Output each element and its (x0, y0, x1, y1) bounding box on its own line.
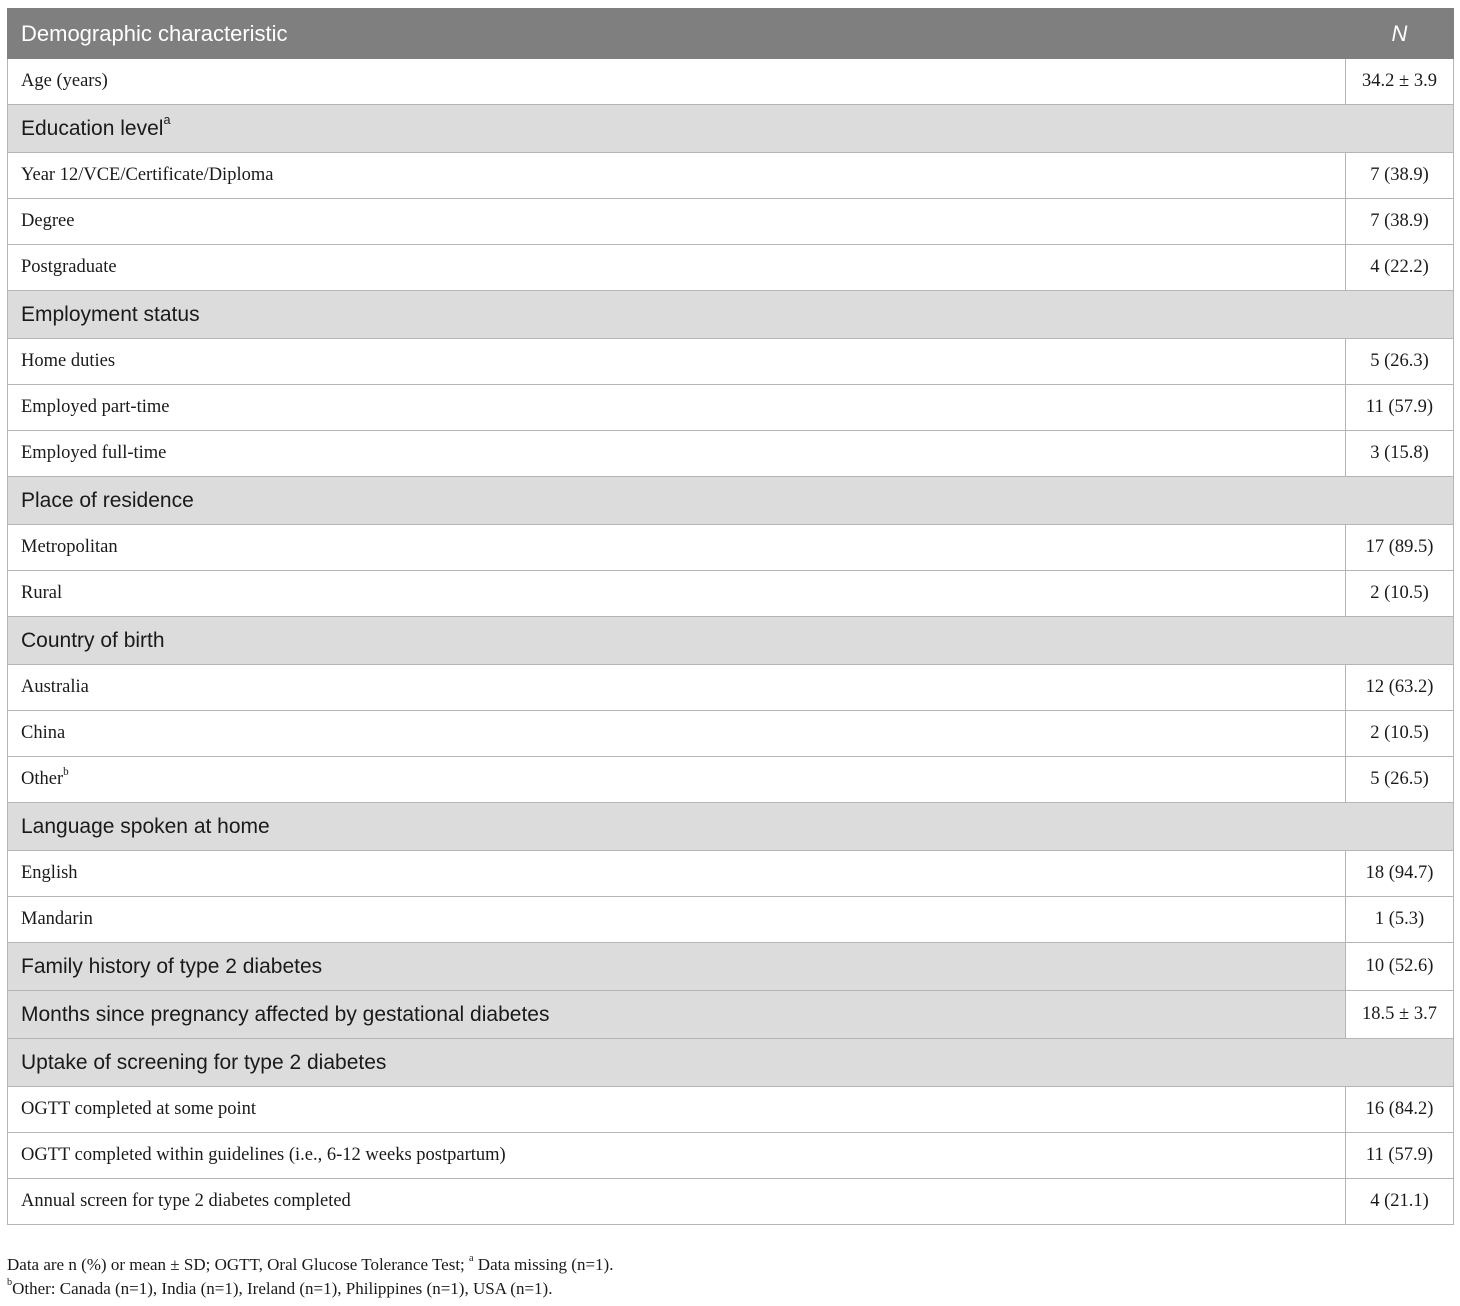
footnote-marker: b (63, 765, 69, 778)
row-value: 18.5 ± 3.7 (1346, 991, 1454, 1039)
row-value: 18 (94.7) (1346, 851, 1454, 897)
header-n: N (1346, 9, 1454, 59)
table-header-row (8, 9, 1454, 59)
table-footnotes (7, 1253, 613, 1301)
row-value: 4 (22.2) (1346, 245, 1454, 291)
row-label (8, 245, 1346, 291)
table-row (8, 665, 1454, 711)
label-text: Rural (21, 583, 63, 603)
label-text: English (21, 863, 78, 883)
row-value: 3 (15.8) (1346, 431, 1454, 477)
table-row (8, 1133, 1454, 1179)
row-label (8, 757, 1346, 803)
table-row (8, 59, 1454, 105)
label-text: Employed part-time (21, 397, 170, 417)
table-row (8, 1087, 1454, 1133)
section-row (8, 943, 1454, 991)
label-text: Metropolitan (21, 537, 118, 557)
section-label (8, 1039, 1454, 1087)
row-value: 1 (5.3) (1346, 897, 1454, 943)
row-label (8, 851, 1346, 897)
table-row (8, 757, 1454, 803)
section-row (8, 617, 1454, 665)
label-text: Postgraduate (21, 257, 117, 277)
table-row (8, 711, 1454, 757)
label-text: OGTT completed at some point (21, 1099, 256, 1119)
label-text: Age (years) (21, 71, 108, 91)
row-value: 16 (84.2) (1346, 1087, 1454, 1133)
table-row (8, 199, 1454, 245)
label-text: Year 12/VCE/Certificate/Diploma (21, 165, 274, 185)
section-row (8, 477, 1454, 525)
footnote-1-tail: Data missing (n=1). (473, 1255, 614, 1274)
table-row (8, 571, 1454, 617)
row-label (8, 339, 1346, 385)
table-row (8, 1179, 1454, 1225)
table-row (8, 153, 1454, 199)
section-label (8, 477, 1454, 525)
row-value: 2 (10.5) (1346, 571, 1454, 617)
row-value: 10 (52.6) (1346, 943, 1454, 991)
row-label (8, 199, 1346, 245)
section-label (8, 803, 1454, 851)
footnote-1 (7, 1253, 613, 1277)
row-label (8, 1133, 1346, 1179)
demographics-table (7, 8, 1454, 1225)
row-value: 11 (57.9) (1346, 1133, 1454, 1179)
row-value: 5 (26.5) (1346, 757, 1454, 803)
section-row (8, 991, 1454, 1039)
section-label (8, 105, 1454, 153)
label-text: Mandarin (21, 909, 93, 929)
row-value: 11 (57.9) (1346, 385, 1454, 431)
table-row (8, 525, 1454, 571)
row-label (8, 897, 1346, 943)
table-body (8, 59, 1454, 1225)
row-value: 7 (38.9) (1346, 153, 1454, 199)
footnote-1-text: Data are n (%) or mean ± SD; OGTT, Oral Glucose Tolerance Test; (7, 1255, 470, 1274)
label-text: Family history of type 2 diabetes (21, 954, 323, 978)
row-value: 4 (21.1) (1346, 1179, 1454, 1225)
row-label (8, 385, 1346, 431)
row-label (8, 59, 1346, 105)
row-label (8, 665, 1346, 711)
row-value: 17 (89.5) (1346, 525, 1454, 571)
table-row (8, 851, 1454, 897)
table-row (8, 339, 1454, 385)
row-label (8, 711, 1346, 757)
label-text: Uptake of screening for type 2 diabetes (21, 1050, 387, 1074)
label-text: Home duties (21, 351, 116, 371)
footnote-2 (7, 1277, 613, 1301)
row-value: 34.2 ± 3.9 (1346, 59, 1454, 105)
label-text: OGTT completed within guidelines (i.e., 6-12 weeks postpartum) (21, 1145, 506, 1165)
label-text: Australia (21, 677, 89, 697)
row-label (8, 571, 1346, 617)
label-text: Education level (21, 116, 164, 140)
section-label (8, 617, 1454, 665)
table-row (8, 245, 1454, 291)
footnote-2-text: Other: Canada (n=1), India (n=1), Ireland (n=1), Philippines (n=1), USA (n=1). (12, 1279, 553, 1298)
demographics-table-container (7, 8, 1453, 1225)
row-value: 7 (38.9) (1346, 199, 1454, 245)
section-row (8, 105, 1454, 153)
label-text: Other (21, 769, 64, 789)
label-text: China (21, 723, 66, 743)
footnote-marker: a (163, 112, 171, 127)
row-label (8, 1179, 1346, 1225)
section-label (8, 291, 1454, 339)
section-row (8, 291, 1454, 339)
section-label (8, 943, 1346, 991)
row-label (8, 153, 1346, 199)
row-label (8, 431, 1346, 477)
label-text: Language spoken at home (21, 814, 270, 838)
label-text: Annual screen for type 2 diabetes completed (21, 1191, 351, 1211)
section-row (8, 1039, 1454, 1087)
label-text: Place of residence (21, 488, 194, 512)
row-label (8, 1087, 1346, 1133)
row-value: 5 (26.3) (1346, 339, 1454, 385)
row-value: 12 (63.2) (1346, 665, 1454, 711)
table-row (8, 897, 1454, 943)
row-value: 2 (10.5) (1346, 711, 1454, 757)
header-characteristic: Demographic characteristic (8, 9, 1346, 59)
row-label (8, 525, 1346, 571)
section-row (8, 803, 1454, 851)
table-row (8, 431, 1454, 477)
footnote-1-marker: a (469, 1253, 474, 1265)
label-text: Degree (21, 211, 75, 231)
label-text: Employment status (21, 302, 200, 326)
section-label (8, 991, 1346, 1039)
table-row (8, 385, 1454, 431)
label-text: Months since pregnancy affected by gestational diabetes (21, 1002, 550, 1026)
label-text: Employed full-time (21, 443, 167, 463)
label-text: Country of birth (21, 628, 165, 652)
footnote-2-marker: b (7, 1277, 13, 1289)
